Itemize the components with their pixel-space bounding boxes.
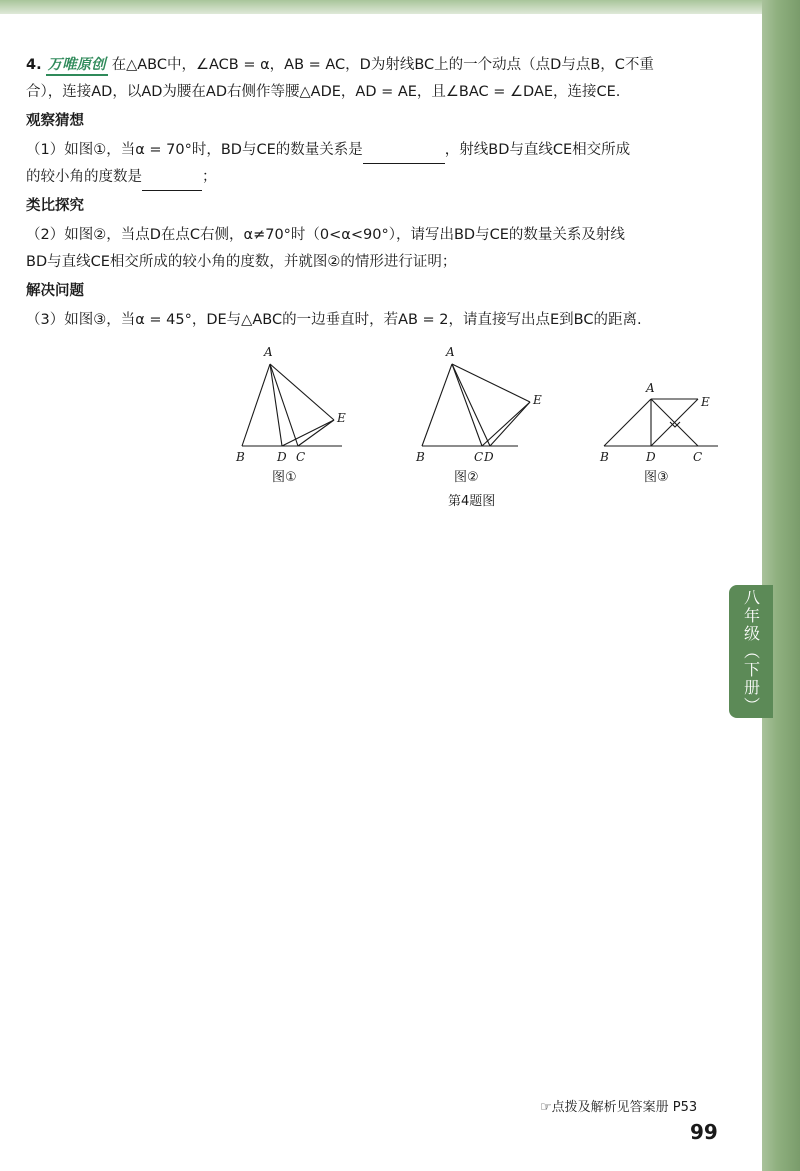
figures-svg: [220, 340, 740, 470]
question-2-line-1: （2）如图②，当点D在点C右侧，α≠70°时（0<α<90°），请写出BD与CE的数量关系及射线: [26, 227, 625, 243]
original-badge: 万唯原创: [46, 56, 108, 76]
fig2-label-a: A: [446, 345, 455, 359]
fig1-caption: 图①: [272, 470, 297, 485]
question-1-text-c: 的较小角的度数是: [26, 169, 142, 185]
fig3-caption: 图③: [644, 470, 669, 485]
question-1-text-b: ，射线BD与直线CE相交所成: [444, 142, 631, 158]
fig3-side-ab: [604, 399, 651, 446]
answer-reference: ☞点拨及解析见答案册 P53: [540, 1100, 698, 1115]
fig3-label-c: C: [693, 450, 703, 464]
question-3-text: （3）如图③，当α = 45°，DE与△ABC的一边垂直时，若AB = 2，请直接写出点E到BC的距离.: [26, 312, 642, 328]
fig1-side-de: [282, 420, 334, 446]
question-1-text-d: ；: [202, 169, 217, 185]
fig2-label-e: E: [533, 393, 542, 407]
fig2-caption: 图②: [454, 470, 479, 485]
fig1-label-a: A: [264, 345, 273, 359]
section-solve: 解决问题: [26, 283, 84, 299]
section-observe: 观察猜想: [26, 113, 84, 129]
fig2-side-ab: [422, 364, 452, 446]
answer-blank-2[interactable]: [142, 172, 202, 191]
figure-1: [242, 364, 342, 446]
fig3-label-a: A: [646, 381, 655, 395]
fig1-label-d: D: [277, 450, 287, 464]
fig2-side-de: [490, 402, 530, 446]
side-tab-label: 八年级（下册）: [741, 588, 761, 715]
fig3-label-d: D: [646, 450, 656, 464]
problem-line-1: [26, 52, 726, 79]
page-number: 99: [690, 1120, 718, 1144]
question-2-line-2: BD与直线CE相交所成的较小角的度数，并就图②的情形进行证明；: [26, 254, 457, 270]
figures-area: [220, 340, 740, 520]
fig3-label-b: B: [600, 450, 609, 464]
figures-group-caption: 第4题图: [448, 494, 496, 509]
fig2-label-d: D: [484, 450, 494, 464]
figure-2: [422, 364, 530, 446]
fig2-label-b: B: [416, 450, 425, 464]
question-1-text-a: （1）如图①，当α = 70°时，BD与CE的数量关系是: [26, 142, 363, 158]
answer-blank-1[interactable]: [363, 145, 445, 164]
page-top-edge: [0, 0, 800, 14]
grade-side-tab: [729, 585, 773, 718]
fig2-label-c: C: [474, 450, 484, 464]
fig2-side-ad: [452, 364, 490, 446]
fig3-label-e: E: [701, 395, 710, 409]
question-1-line-1: [26, 137, 726, 164]
fig1-label-e: E: [337, 411, 346, 425]
section-analogy: 类比探究: [26, 198, 84, 214]
fig2-side-ce: [482, 402, 530, 446]
problem-stem-1: 在△ABC中，∠ACB = α，AB = AC，D为射线BC上的一个动点（点D与点B，C不重: [111, 57, 654, 73]
problem-4: [26, 52, 726, 334]
problem-number: 4.: [26, 57, 42, 73]
fig1-side-ce: [298, 420, 334, 446]
fig1-side-ad: [270, 364, 282, 446]
fig1-side-ab: [242, 364, 270, 446]
fig1-label-c: C: [296, 450, 306, 464]
problem-stem-2: 合），连接AD，以AD为腰在AD右侧作等腰△ADE，AD = AE，且∠BAC = ∠DAE，连接CE.: [26, 84, 621, 100]
fig1-label-b: B: [236, 450, 245, 464]
question-1-line-2: [26, 164, 726, 191]
